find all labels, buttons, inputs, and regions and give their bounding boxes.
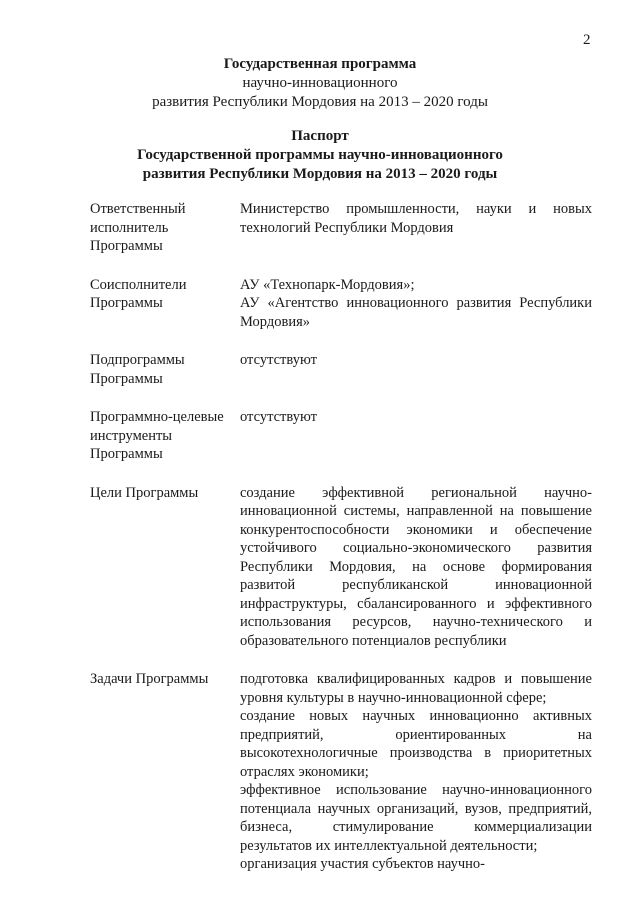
row-label: Ответственный исполнитель Программы (90, 201, 186, 254)
passport-heading-line-2: Государственной программы научно-инновационного (137, 147, 503, 163)
row-value-item: отсутствуют (240, 352, 317, 368)
row-value-item: организация участия субъектов научно- (240, 856, 485, 872)
passport-row-co-executors (90, 276, 592, 332)
passport-row-subprograms (90, 351, 592, 388)
row-label: Программно-целевые инструменты Программы (90, 409, 224, 462)
row-value-item: подготовка квалифицированных кадров и повышение уровня культуры в научно-инновационной сфере; (240, 671, 592, 706)
row-label: Соисполнители Программы (90, 276, 187, 311)
passport-row-instruments (90, 408, 592, 464)
program-title-line-3: развития Республики Мордовия на 2013 – 2020 годы (152, 94, 488, 110)
row-value-item: создание новых научных инновационно активных предприятий, ориентированных на высокотехнологичные производства в приоритетных отраслях экономики; (240, 708, 592, 780)
page-number: 2 (583, 32, 591, 48)
passport-row-responsible (90, 200, 592, 256)
row-label: Подпрограммы Программы (90, 352, 185, 387)
row-label: Цели Программы (90, 484, 199, 501)
row-value-item: Министерство промышленности, науки и новых технологий Республики Мордовия (240, 201, 592, 236)
row-value (240, 484, 592, 651)
passport-heading-line-3: развития Республики Мордовия на 2013 – 2020 годы (142, 166, 498, 182)
row-value (240, 351, 592, 388)
row-value-item: создание эффективной региональной научно-инновационной системы, направленной на повышение конкурентоспособности экономики и обеспечение устойчивого социально-экономического развития Республики Мордовия, на основе формирования развитой республиканской инновационной инфраструктуры, сбалансированного и эффективного использования ресурсов, научно-технического и образовательного потенциалов республики (240, 484, 592, 649)
row-value-item: эффективное использование научно-инновационного потенциала научных организаций, вузов, предприятий, бизнеса, стимулирование коммерциализации результатов их интеллектуальной деятельности; (240, 782, 592, 854)
passport-table (90, 200, 592, 894)
row-value-item: отсутствуют (240, 409, 317, 425)
passport-row-goals (90, 484, 592, 651)
passport-heading (0, 127, 640, 184)
passport-heading-line-1: Паспорт (291, 128, 349, 144)
row-value-item: АУ «Технопарк-Мордовия»; (240, 276, 415, 293)
passport-row-tasks (90, 670, 592, 874)
program-title-line-2: научно-инновационного (242, 75, 398, 91)
row-value (240, 670, 592, 874)
row-value (240, 200, 592, 256)
row-value (240, 408, 592, 464)
row-value (240, 276, 592, 332)
program-title-line-1: Государственная программа (223, 56, 417, 72)
row-label: Задачи Программы (90, 671, 209, 687)
program-title (0, 55, 640, 112)
row-value-item: АУ «Агентство инновационного развития Республики Мордовия» (240, 295, 592, 330)
